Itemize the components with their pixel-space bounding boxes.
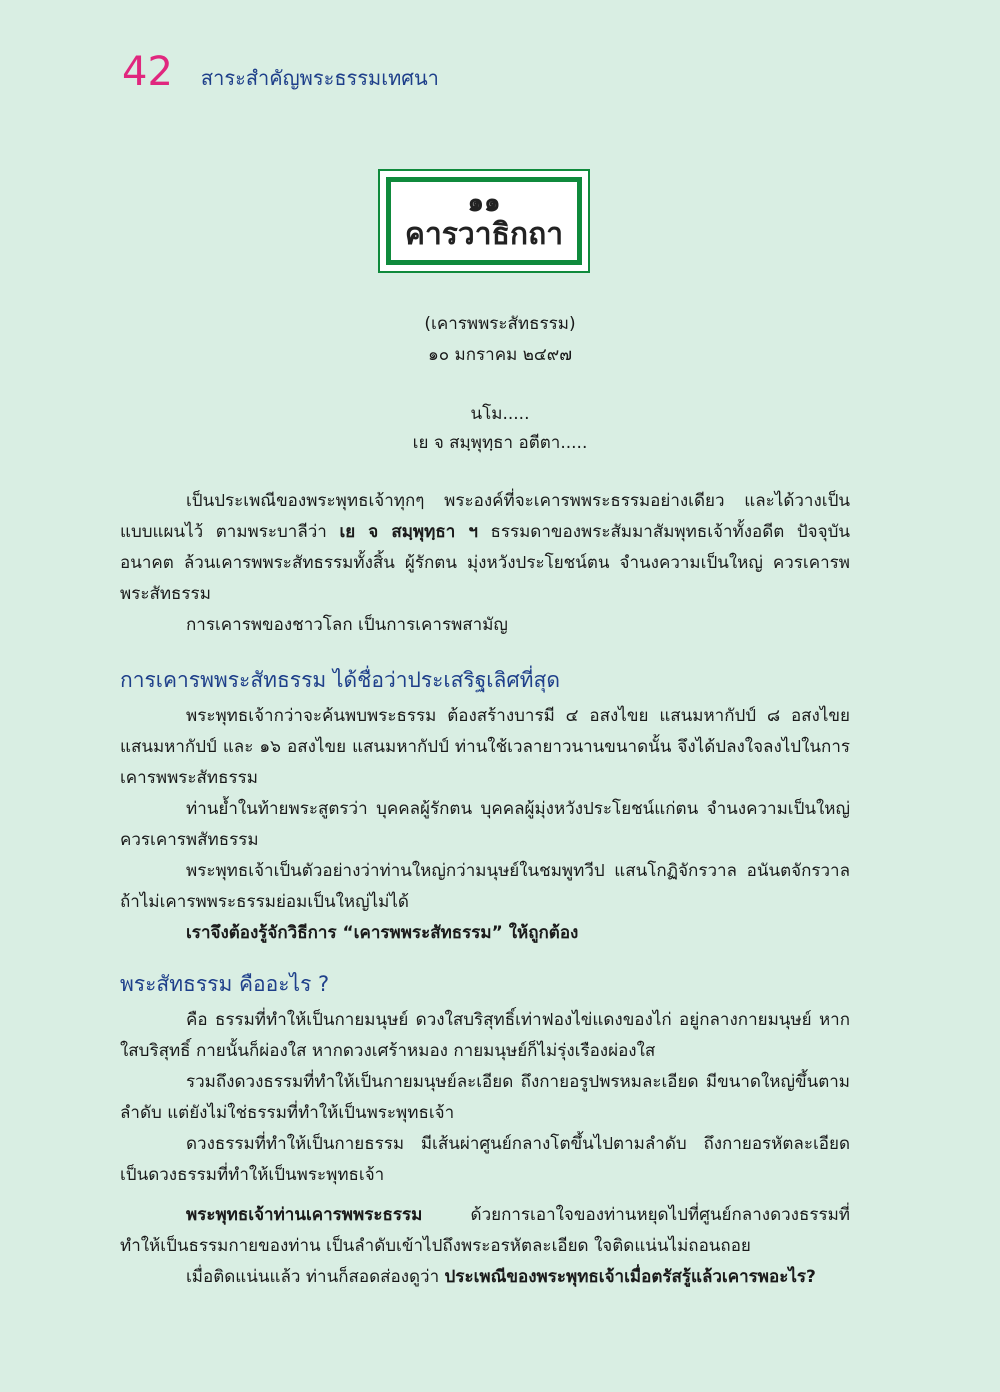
paragraph: เราจึงต้องรู้จักวิธีการ “เคารพพระสัทธรรม” ให้ถูกต้อง [186,923,579,943]
pali-line-2: เย จ สมฺพุทฺธา อตีตา..... [412,433,588,453]
paragraph: เมื่อติดแน่นแล้ว ท่านก็สอดส่องดูว่า ประเพณีของพระพุทธเจ้าเมื่อตรัสรู้แล้วเคารพอะไร? [186,1267,816,1287]
paragraph: เป็นประเพณีของพระพุทธเจ้าทุกๆ พระองค์ที่จะเคารพพระธรรมอย่างเดียว และได้วางเป็นแบบแผนไว้ ตามพระบาลีว่า เย จ สมฺพุทฺธา ฯ ธรรมดาของพระสัมมาสัมพุทธเจ้าทั้งอดีต ปัจจุบัน อนาคต ล้วนเคารพพระสัทธรรมทั้งสิ้น ผู้รักตน มุ่งหวังประโยชน์ตน จำนงความเป็นใหญ่ ควรเคารพพระสัทธรรม [120,491,851,604]
paragraph: พระพุทธเจ้ากว่าจะค้นพบพระธรรม ต้องสร้างบารมี ๔ อสงไขย แสนมหากัปป์ ๘ อสงไขย แสนมหากัปป์ และ ๑๖ อสงไขย แสนมหากัปป์ ท่านใช้เวลายาวนานขนาดนั้น จึงได้ปลงใจลงไปในการเคารพพระสัทธรรม [120,706,850,788]
section-heading: พระสัทธรรม คืออะไร ? [120,972,330,996]
section2-closing [120,1200,850,1293]
section1-paragraphs [120,701,850,949]
paragraph: พระพุทธเจ้าท่านเคารพพระธรรม ด้วยการเอาใจของท่านหยุดไปที่ศูนย์กลางดวงธรรมที่ ทำให้เป็นธรรมกายของท่าน เป็นลำดับเข้าไปถึงพระอรหัตละเอียด ใจติดแน่นไม่ถอนถอย [120,1205,850,1256]
page-number: 42 [122,49,173,95]
chapter-title: คารวาธิกถา [404,217,564,253]
pali-line-1: นโม..... [470,404,530,424]
book-title: สาระสำคัญพระธรรมเทศนา [200,66,439,90]
paragraph: รวมถึงดวงธรรมที่ทำให้เป็นกายมนุษย์ละเอียด ถึงกายอรูปพรหมละเอียด มีขนาดใหญ่ขึ้นตามลำดับ แต่ยังไม่ใช่ธรรมที่ทำให้เป็นพระพุทธเจ้า [120,1072,850,1123]
chapter-title-frame [386,177,582,265]
paragraph: พระพุทธเจ้าเป็นตัวอย่างว่าท่านใหญ่กว่ามนุษย์ในชมพูทวีป แสนโกฏิจักรวาล อนันตจักรวาล ถ้าไม่เคารพพระธรรมย่อมเป็นใหญ่ไม่ได้ [120,861,850,912]
chapter-subtitle: (เคารพพระสัทธรรม) [424,314,576,334]
sermon-date: ๑๐ มกราคม ๒๔๙๗ [427,345,573,365]
intro-paragraphs [120,486,850,641]
paragraph: การเคารพของชาวโลก เป็นการเคารพสามัญ [186,615,508,635]
chapter-title-box [378,169,590,273]
chapter-number: ๑๑ [467,188,501,219]
paragraph: คือ ธรรมที่ทำให้เป็นกายมนุษย์ ดวงใสบริสุทธิ์เท่าฟองไข่แดงของไก่ อยู่กลางกายมนุษย์ หากใสบริสุทธิ์ กายนั้นก็ผ่องใส หากดวงเศร้าหมอง กายมนุษย์ก็ไม่รุ่งเรืองผ่องใส [120,1010,850,1061]
section2-paragraphs [120,1005,850,1191]
section-heading: การเคารพพระสัทธรรม ได้ชื่อว่าประเสริฐเลิศที่สุด [120,668,560,692]
paragraph: ท่านย้ำในท้ายพระสูตรว่า บุคคลผู้รักตน บุคคลผู้มุ่งหวังประโยชน์แก่ตน จำนงความเป็นใหญ่ ควรเคารพสัทธรรม [120,799,850,850]
page-header [122,49,439,95]
paragraph: ดวงธรรมที่ทำให้เป็นกายธรรม มีเส้นผ่าศูนย์กลางโตขึ้นไปตามลำดับ ถึงกายอรหัตละเอียด เป็นดวงธรรมที่ทำให้เป็นพระพุทธเจ้า [120,1134,850,1185]
